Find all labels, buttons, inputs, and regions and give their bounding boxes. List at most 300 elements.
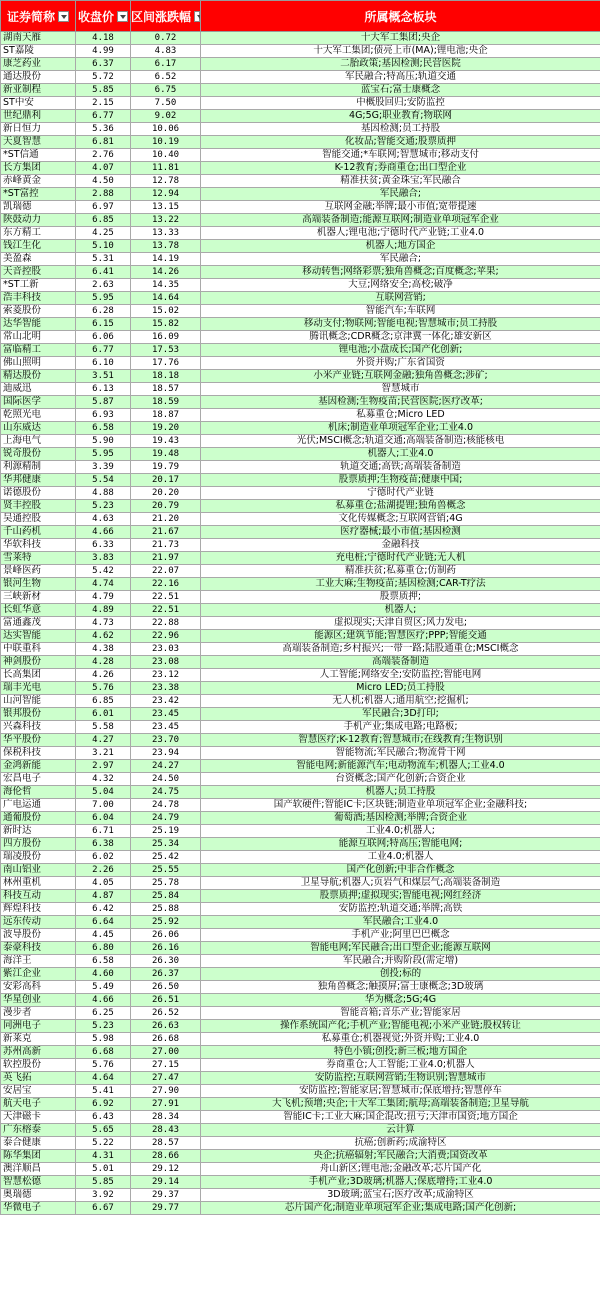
cell-concepts[interactable]: K-12教育;券商重仓;出口型企业 bbox=[201, 162, 600, 175]
cell-change[interactable]: 27.00 bbox=[131, 1046, 201, 1059]
header-price[interactable] bbox=[76, 1, 131, 32]
cell-change[interactable]: 19.48 bbox=[131, 448, 201, 461]
cell-change[interactable]: 23.03 bbox=[131, 643, 201, 656]
cell-price[interactable]: 6.77 bbox=[76, 344, 131, 357]
cell-concepts[interactable]: 股票质押;生物疫苗;健康中国; bbox=[201, 474, 600, 487]
cell-concepts[interactable]: 智慧医疗;K-12教育;智慧城市;在线教育;生物识别 bbox=[201, 734, 600, 747]
cell-change[interactable]: 12.94 bbox=[131, 188, 201, 201]
cell-change[interactable]: 29.37 bbox=[131, 1189, 201, 1202]
cell-change[interactable]: 14.26 bbox=[131, 266, 201, 279]
cell-price[interactable]: 5.22 bbox=[76, 1137, 131, 1150]
cell-concepts[interactable]: 央企;抗癌辐射;军民融合;大消费;国资改革 bbox=[201, 1150, 600, 1163]
cell-price[interactable]: 5.95 bbox=[76, 292, 131, 305]
cell-concepts[interactable]: 私募重仓;机器视觉;外资并购;工业4.0 bbox=[201, 1033, 600, 1046]
cell-concepts[interactable]: 移动支付;物联网;智能电视;智慧城市;员工持股 bbox=[201, 318, 600, 331]
cell-change[interactable]: 19.79 bbox=[131, 461, 201, 474]
cell-name[interactable]: 新亚制程 bbox=[1, 84, 76, 97]
cell-name[interactable]: 富临精工 bbox=[1, 344, 76, 357]
cell-concepts[interactable]: 私募重仓;Micro LED bbox=[201, 409, 600, 422]
cell-price[interactable]: 4.25 bbox=[76, 227, 131, 240]
cell-concepts[interactable]: 虚拟现实;天津自贸区;风力发电; bbox=[201, 617, 600, 630]
cell-change[interactable]: 25.55 bbox=[131, 864, 201, 877]
cell-name[interactable]: 新日恒力 bbox=[1, 123, 76, 136]
cell-concepts[interactable]: 精准扶贫;黄金珠宝;军民融合 bbox=[201, 175, 600, 188]
cell-price[interactable]: 6.28 bbox=[76, 305, 131, 318]
cell-change[interactable]: 23.08 bbox=[131, 656, 201, 669]
cell-change[interactable]: 26.68 bbox=[131, 1033, 201, 1046]
cell-price[interactable]: 6.01 bbox=[76, 708, 131, 721]
cell-change[interactable]: 22.51 bbox=[131, 604, 201, 617]
cell-price[interactable]: 6.71 bbox=[76, 825, 131, 838]
cell-concepts[interactable]: 独角兽概念;触摸屏;富士康概念;3D玻璃 bbox=[201, 981, 600, 994]
cell-name[interactable]: 诺德股份 bbox=[1, 487, 76, 500]
cell-name[interactable]: 钱江生化 bbox=[1, 240, 76, 253]
cell-name[interactable]: 陕鼓动力 bbox=[1, 214, 76, 227]
cell-name[interactable]: 迪威迅 bbox=[1, 383, 76, 396]
cell-concepts[interactable]: 手机产业;阿里巴巴概念 bbox=[201, 929, 600, 942]
cell-price[interactable]: 4.45 bbox=[76, 929, 131, 942]
cell-name[interactable]: 湖南天雁 bbox=[1, 32, 76, 45]
cell-price[interactable]: 6.42 bbox=[76, 903, 131, 916]
cell-name[interactable]: 达华智能 bbox=[1, 318, 76, 331]
cell-change[interactable]: 22.96 bbox=[131, 630, 201, 643]
cell-price[interactable]: 2.63 bbox=[76, 279, 131, 292]
cell-name[interactable]: 兴森科技 bbox=[1, 721, 76, 734]
cell-concepts[interactable]: 军民融合; bbox=[201, 253, 600, 266]
cell-change[interactable]: 28.43 bbox=[131, 1124, 201, 1137]
cell-change[interactable]: 10.19 bbox=[131, 136, 201, 149]
cell-change[interactable]: 25.78 bbox=[131, 877, 201, 890]
cell-change[interactable]: 29.77 bbox=[131, 1202, 201, 1215]
cell-concepts[interactable]: 军民融合;并购阶段(需定增) bbox=[201, 955, 600, 968]
cell-concepts[interactable]: 小米产业链;互联网金融;独角兽概念;涉矿; bbox=[201, 370, 600, 383]
cell-concepts[interactable]: 抗癌;创新药;成渝特区 bbox=[201, 1137, 600, 1150]
cell-price[interactable]: 2.15 bbox=[76, 97, 131, 110]
cell-concepts[interactable]: 基因检测;生物疫苗;民营医院;医疗改革; bbox=[201, 396, 600, 409]
cell-price[interactable]: 5.04 bbox=[76, 786, 131, 799]
cell-change[interactable]: 24.78 bbox=[131, 799, 201, 812]
cell-name[interactable]: 景峰医药 bbox=[1, 565, 76, 578]
cell-price[interactable]: 6.41 bbox=[76, 266, 131, 279]
cell-concepts[interactable]: 工业4.0;机器人; bbox=[201, 825, 600, 838]
cell-change[interactable]: 24.75 bbox=[131, 786, 201, 799]
cell-change[interactable]: 13.22 bbox=[131, 214, 201, 227]
cell-change[interactable]: 24.27 bbox=[131, 760, 201, 773]
cell-price[interactable]: 5.85 bbox=[76, 1176, 131, 1189]
cell-change[interactable]: 14.35 bbox=[131, 279, 201, 292]
cell-name[interactable]: 银邦股份 bbox=[1, 708, 76, 721]
cell-price[interactable]: 2.88 bbox=[76, 188, 131, 201]
cell-change[interactable]: 6.75 bbox=[131, 84, 201, 97]
cell-name[interactable]: 长高集团 bbox=[1, 669, 76, 682]
cell-price[interactable]: 4.99 bbox=[76, 45, 131, 58]
cell-change[interactable]: 13.78 bbox=[131, 240, 201, 253]
cell-name[interactable]: 泰合健康 bbox=[1, 1137, 76, 1150]
cell-change[interactable]: 18.18 bbox=[131, 370, 201, 383]
cell-price[interactable]: 5.23 bbox=[76, 500, 131, 513]
cell-name[interactable]: 紫江企业 bbox=[1, 968, 76, 981]
cell-price[interactable]: 5.31 bbox=[76, 253, 131, 266]
cell-name[interactable]: 长方集团 bbox=[1, 162, 76, 175]
cell-concepts[interactable]: 轨道交通;高铁;高端装备制造 bbox=[201, 461, 600, 474]
cell-concepts[interactable]: 充电桩;宁德时代产业链;无人机 bbox=[201, 552, 600, 565]
cell-price[interactable]: 5.58 bbox=[76, 721, 131, 734]
cell-price[interactable]: 5.54 bbox=[76, 474, 131, 487]
cell-change[interactable]: 23.94 bbox=[131, 747, 201, 760]
cell-change[interactable]: 14.19 bbox=[131, 253, 201, 266]
cell-change[interactable]: 11.81 bbox=[131, 162, 201, 175]
cell-concepts[interactable]: 腾讯概念;CDR概念;京津冀一体化;雄安新区 bbox=[201, 331, 600, 344]
cell-concepts[interactable]: 移动转售;网络彩票;独角兽概念;百度概念;苹果; bbox=[201, 266, 600, 279]
cell-name[interactable]: 天津磁卡 bbox=[1, 1111, 76, 1124]
cell-concepts[interactable]: 舟山新区;锂电池;金融改革;芯片国产化 bbox=[201, 1163, 600, 1176]
cell-price[interactable]: 2.26 bbox=[76, 864, 131, 877]
cell-concepts[interactable]: 大飞机;预增;央企;十大军工集团;航母;高端装备制造;卫星导航 bbox=[201, 1098, 600, 1111]
cell-name[interactable]: *ST工新 bbox=[1, 279, 76, 292]
cell-price[interactable]: 6.67 bbox=[76, 1202, 131, 1215]
cell-price[interactable]: 4.50 bbox=[76, 175, 131, 188]
cell-name[interactable]: 新时达 bbox=[1, 825, 76, 838]
cell-change[interactable]: 27.15 bbox=[131, 1059, 201, 1072]
cell-name[interactable]: 神剑股份 bbox=[1, 656, 76, 669]
cell-price[interactable]: 3.21 bbox=[76, 747, 131, 760]
cell-name[interactable]: 漫步者 bbox=[1, 1007, 76, 1020]
cell-concepts[interactable]: 机器人;员工持股 bbox=[201, 786, 600, 799]
cell-name[interactable]: 乾照光电 bbox=[1, 409, 76, 422]
cell-concepts[interactable]: 私募重仓;盐湖提锂;独角兽概念 bbox=[201, 500, 600, 513]
cell-price[interactable]: 4.89 bbox=[76, 604, 131, 617]
cell-price[interactable]: 5.76 bbox=[76, 1059, 131, 1072]
cell-change[interactable]: 29.12 bbox=[131, 1163, 201, 1176]
cell-price[interactable]: 5.42 bbox=[76, 565, 131, 578]
cell-concepts[interactable]: 工业4.0;机器人 bbox=[201, 851, 600, 864]
cell-change[interactable]: 25.34 bbox=[131, 838, 201, 851]
cell-price[interactable]: 6.25 bbox=[76, 1007, 131, 1020]
cell-price[interactable]: 5.95 bbox=[76, 448, 131, 461]
cell-price[interactable]: 6.81 bbox=[76, 136, 131, 149]
cell-change[interactable]: 15.82 bbox=[131, 318, 201, 331]
cell-name[interactable]: 佛山照明 bbox=[1, 357, 76, 370]
cell-name[interactable]: 宏昌电子 bbox=[1, 773, 76, 786]
cell-change[interactable]: 24.79 bbox=[131, 812, 201, 825]
cell-name[interactable]: 千山药机 bbox=[1, 526, 76, 539]
cell-change[interactable]: 23.70 bbox=[131, 734, 201, 747]
cell-change[interactable]: 12.78 bbox=[131, 175, 201, 188]
cell-name[interactable]: 软控股份 bbox=[1, 1059, 76, 1072]
cell-name[interactable]: 常山北明 bbox=[1, 331, 76, 344]
cell-concepts[interactable]: 机器人; bbox=[201, 604, 600, 617]
cell-price[interactable]: 4.66 bbox=[76, 526, 131, 539]
cell-name[interactable]: 陈华集团 bbox=[1, 1150, 76, 1163]
cell-change[interactable]: 26.06 bbox=[131, 929, 201, 942]
cell-concepts[interactable]: 芯片国产化;制造业单项冠军企业;集成电路;国产化创新; bbox=[201, 1202, 600, 1215]
cell-price[interactable]: 5.23 bbox=[76, 1020, 131, 1033]
cell-name[interactable]: 凯瑞德 bbox=[1, 201, 76, 214]
cell-change[interactable]: 26.63 bbox=[131, 1020, 201, 1033]
cell-change[interactable]: 22.16 bbox=[131, 578, 201, 591]
cell-change[interactable]: 28.34 bbox=[131, 1111, 201, 1124]
cell-concepts[interactable]: 安防监控;智能家居;智慧城市;保底增持;智慧停车 bbox=[201, 1085, 600, 1098]
filter-dropdown-icon[interactable] bbox=[194, 11, 200, 22]
cell-concepts[interactable]: 军民融合;特高压;轨道交通 bbox=[201, 71, 600, 84]
cell-change[interactable]: 21.97 bbox=[131, 552, 201, 565]
cell-change[interactable]: 4.83 bbox=[131, 45, 201, 58]
cell-concepts[interactable]: 军民融合;3D打印; bbox=[201, 708, 600, 721]
cell-concepts[interactable]: 工业大麻;生物疫苗;基因检测;CAR-T疗法 bbox=[201, 578, 600, 591]
cell-price[interactable]: 5.10 bbox=[76, 240, 131, 253]
cell-concepts[interactable]: 手机产业;集成电路;电路板; bbox=[201, 721, 600, 734]
cell-price[interactable]: 6.58 bbox=[76, 422, 131, 435]
cell-concepts[interactable]: 无人机;机器人;通用航空;挖掘机; bbox=[201, 695, 600, 708]
filter-dropdown-icon[interactable] bbox=[117, 11, 128, 22]
cell-price[interactable]: 6.64 bbox=[76, 916, 131, 929]
cell-price[interactable]: 5.85 bbox=[76, 84, 131, 97]
cell-price[interactable]: 6.43 bbox=[76, 1111, 131, 1124]
cell-concepts[interactable]: 机器人;锂电池;宁德时代产业链;工业4.0 bbox=[201, 227, 600, 240]
cell-name[interactable]: 通达股份 bbox=[1, 71, 76, 84]
cell-concepts[interactable]: 智能交通;*车联网;智慧城市;移动支付 bbox=[201, 149, 600, 162]
cell-concepts[interactable]: 高端装备制造 bbox=[201, 656, 600, 669]
cell-name[interactable]: *ST信通 bbox=[1, 149, 76, 162]
cell-name[interactable]: 贤丰控股 bbox=[1, 500, 76, 513]
cell-price[interactable]: 4.62 bbox=[76, 630, 131, 643]
cell-name[interactable]: 华邦健康 bbox=[1, 474, 76, 487]
cell-price[interactable]: 2.97 bbox=[76, 760, 131, 773]
cell-name[interactable]: 瑞丰光电 bbox=[1, 682, 76, 695]
cell-concepts[interactable]: 十大军工集团;央企 bbox=[201, 32, 600, 45]
cell-price[interactable]: 4.88 bbox=[76, 487, 131, 500]
cell-concepts[interactable]: 二胎政策;基因检测;民营医院 bbox=[201, 58, 600, 71]
cell-price[interactable]: 4.28 bbox=[76, 656, 131, 669]
cell-concepts[interactable]: 蓝宝石;富士康概念 bbox=[201, 84, 600, 97]
cell-price[interactable]: 4.63 bbox=[76, 513, 131, 526]
cell-concepts[interactable]: 中概股回归;安防监控 bbox=[201, 97, 600, 110]
cell-name[interactable]: 林州重机 bbox=[1, 877, 76, 890]
cell-change[interactable]: 20.17 bbox=[131, 474, 201, 487]
cell-price[interactable]: 5.87 bbox=[76, 396, 131, 409]
cell-concepts[interactable]: 宁德时代产业链 bbox=[201, 487, 600, 500]
cell-change[interactable]: 6.52 bbox=[131, 71, 201, 84]
cell-name[interactable]: 华软科技 bbox=[1, 539, 76, 552]
cell-name[interactable]: 华平股份 bbox=[1, 734, 76, 747]
cell-name[interactable]: 精达股份 bbox=[1, 370, 76, 383]
cell-change[interactable]: 10.06 bbox=[131, 123, 201, 136]
cell-change[interactable]: 26.50 bbox=[131, 981, 201, 994]
cell-change[interactable]: 20.79 bbox=[131, 500, 201, 513]
cell-concepts[interactable]: 葡萄酒;基因检测;举牌;合资企业 bbox=[201, 812, 600, 825]
cell-price[interactable]: 6.92 bbox=[76, 1098, 131, 1111]
cell-name[interactable]: 波导股份 bbox=[1, 929, 76, 942]
cell-price[interactable]: 6.37 bbox=[76, 58, 131, 71]
cell-concepts[interactable]: 智能汽车;车联网 bbox=[201, 305, 600, 318]
cell-price[interactable]: 4.66 bbox=[76, 994, 131, 1007]
cell-change[interactable]: 21.20 bbox=[131, 513, 201, 526]
cell-price[interactable]: 6.02 bbox=[76, 851, 131, 864]
cell-name[interactable]: 安彩高科 bbox=[1, 981, 76, 994]
cell-price[interactable]: 5.49 bbox=[76, 981, 131, 994]
cell-change[interactable]: 16.09 bbox=[131, 331, 201, 344]
cell-name[interactable]: 东方精工 bbox=[1, 227, 76, 240]
cell-change[interactable]: 24.50 bbox=[131, 773, 201, 786]
cell-change[interactable]: 26.52 bbox=[131, 1007, 201, 1020]
cell-change[interactable]: 26.51 bbox=[131, 994, 201, 1007]
cell-name[interactable]: 航天电子 bbox=[1, 1098, 76, 1111]
cell-change[interactable]: 21.73 bbox=[131, 539, 201, 552]
cell-change[interactable]: 17.53 bbox=[131, 344, 201, 357]
cell-concepts[interactable]: 华为概念;5G;4G bbox=[201, 994, 600, 1007]
cell-name[interactable]: 苏州高新 bbox=[1, 1046, 76, 1059]
cell-concepts[interactable]: 机器人;地方国企 bbox=[201, 240, 600, 253]
cell-concepts[interactable]: 基因检测;员工持股 bbox=[201, 123, 600, 136]
cell-concepts[interactable]: 智能音箱;音乐产业;智能家居 bbox=[201, 1007, 600, 1020]
cell-change[interactable]: 17.76 bbox=[131, 357, 201, 370]
cell-name[interactable]: 瑞凌股份 bbox=[1, 851, 76, 864]
cell-concepts[interactable]: 智慧城市 bbox=[201, 383, 600, 396]
cell-price[interactable]: 6.85 bbox=[76, 214, 131, 227]
cell-name[interactable]: 吴通控股 bbox=[1, 513, 76, 526]
cell-concepts[interactable]: 军民融合; bbox=[201, 188, 600, 201]
cell-concepts[interactable]: 机床;制造业单项冠军企业;工业4.0 bbox=[201, 422, 600, 435]
cell-change[interactable]: 7.50 bbox=[131, 97, 201, 110]
cell-concepts[interactable]: 高端装备制造;能源互联网;制造业单项冠军企业 bbox=[201, 214, 600, 227]
cell-change[interactable]: 26.30 bbox=[131, 955, 201, 968]
cell-price[interactable]: 4.64 bbox=[76, 1072, 131, 1085]
cell-concepts[interactable]: 互联网营销; bbox=[201, 292, 600, 305]
cell-concepts[interactable]: 能源互联网;特高压;智能电网; bbox=[201, 838, 600, 851]
cell-name[interactable]: 四方股份 bbox=[1, 838, 76, 851]
cell-concepts[interactable]: 能源区;建筑节能;智慧医疗;PPP;智能交通 bbox=[201, 630, 600, 643]
cell-concepts[interactable]: Micro LED;员工持股 bbox=[201, 682, 600, 695]
cell-concepts[interactable]: 医疗器械;最小市值;基因检测 bbox=[201, 526, 600, 539]
cell-price[interactable]: 6.97 bbox=[76, 201, 131, 214]
cell-change[interactable]: 13.15 bbox=[131, 201, 201, 214]
cell-concepts[interactable]: 云计算 bbox=[201, 1124, 600, 1137]
cell-change[interactable]: 14.64 bbox=[131, 292, 201, 305]
cell-name[interactable]: 上海电气 bbox=[1, 435, 76, 448]
cell-change[interactable]: 28.66 bbox=[131, 1150, 201, 1163]
cell-change[interactable]: 27.90 bbox=[131, 1085, 201, 1098]
cell-change[interactable]: 21.67 bbox=[131, 526, 201, 539]
cell-price[interactable]: 6.04 bbox=[76, 812, 131, 825]
cell-concepts[interactable]: 文化传媒概念;互联网营销;4G bbox=[201, 513, 600, 526]
cell-concepts[interactable]: 智能电网;军民融合;出口型企业;能源互联网 bbox=[201, 942, 600, 955]
cell-name[interactable]: 山东威达 bbox=[1, 422, 76, 435]
cell-change[interactable]: 23.38 bbox=[131, 682, 201, 695]
cell-change[interactable]: 23.45 bbox=[131, 721, 201, 734]
cell-name[interactable]: 广东榕泰 bbox=[1, 1124, 76, 1137]
cell-concepts[interactable]: 手机产业;3D玻璃;机器人;保底增持;工业4.0 bbox=[201, 1176, 600, 1189]
cell-price[interactable]: 3.83 bbox=[76, 552, 131, 565]
cell-name[interactable]: 利源精制 bbox=[1, 461, 76, 474]
cell-concepts[interactable]: 3D玻璃;蓝宝石;医疗改革;成渝特区 bbox=[201, 1189, 600, 1202]
cell-concepts[interactable]: 国产化创新;中非合作概念 bbox=[201, 864, 600, 877]
cell-change[interactable]: 15.02 bbox=[131, 305, 201, 318]
cell-price[interactable]: 5.72 bbox=[76, 71, 131, 84]
cell-change[interactable]: 25.84 bbox=[131, 890, 201, 903]
cell-change[interactable]: 22.07 bbox=[131, 565, 201, 578]
header-name[interactable] bbox=[1, 1, 76, 32]
cell-change[interactable]: 26.37 bbox=[131, 968, 201, 981]
cell-concepts[interactable]: 国产软硬件;智能IC卡;区块链;制造业单项冠军企业;金融科技; bbox=[201, 799, 600, 812]
cell-change[interactable]: 22.51 bbox=[131, 591, 201, 604]
cell-price[interactable]: 6.85 bbox=[76, 695, 131, 708]
cell-price[interactable]: 6.06 bbox=[76, 331, 131, 344]
cell-name[interactable]: 长虹华意 bbox=[1, 604, 76, 617]
cell-price[interactable]: 6.15 bbox=[76, 318, 131, 331]
cell-name[interactable]: 世纪鼎利 bbox=[1, 110, 76, 123]
cell-change[interactable]: 13.33 bbox=[131, 227, 201, 240]
cell-price[interactable]: 6.10 bbox=[76, 357, 131, 370]
cell-price[interactable]: 4.26 bbox=[76, 669, 131, 682]
cell-name[interactable]: 浩丰科技 bbox=[1, 292, 76, 305]
cell-change[interactable]: 20.20 bbox=[131, 487, 201, 500]
cell-name[interactable]: 通葡股份 bbox=[1, 812, 76, 825]
cell-name[interactable]: 安居宝 bbox=[1, 1085, 76, 1098]
cell-name[interactable]: 澳洋顺昌 bbox=[1, 1163, 76, 1176]
cell-price[interactable]: 5.01 bbox=[76, 1163, 131, 1176]
cell-name[interactable]: ST中安 bbox=[1, 97, 76, 110]
cell-name[interactable]: 富通鑫茂 bbox=[1, 617, 76, 630]
cell-name[interactable]: 奥瑞德 bbox=[1, 1189, 76, 1202]
cell-price[interactable]: 4.27 bbox=[76, 734, 131, 747]
cell-price[interactable]: 2.76 bbox=[76, 149, 131, 162]
cell-concepts[interactable]: 十大军工集团;债亮上市(MA);锂电池;央企 bbox=[201, 45, 600, 58]
cell-change[interactable]: 25.88 bbox=[131, 903, 201, 916]
cell-price[interactable]: 5.65 bbox=[76, 1124, 131, 1137]
cell-change[interactable]: 0.72 bbox=[131, 32, 201, 45]
cell-price[interactable]: 4.07 bbox=[76, 162, 131, 175]
cell-concepts[interactable]: 互联网金融;举牌;最小市值;宽带提速 bbox=[201, 201, 600, 214]
cell-name[interactable]: 辉煌科技 bbox=[1, 903, 76, 916]
cell-concepts[interactable]: 卫星导航;机器人;页岩气和煤层气;高端装备制造 bbox=[201, 877, 600, 890]
cell-name[interactable]: 锐奇股份 bbox=[1, 448, 76, 461]
cell-name[interactable]: 华星创业 bbox=[1, 994, 76, 1007]
cell-price[interactable]: 6.58 bbox=[76, 955, 131, 968]
cell-name[interactable]: 华微电子 bbox=[1, 1202, 76, 1215]
cell-name[interactable]: 广电运通 bbox=[1, 799, 76, 812]
cell-change[interactable]: 19.43 bbox=[131, 435, 201, 448]
cell-name[interactable]: 泰豪科技 bbox=[1, 942, 76, 955]
cell-concepts[interactable]: 精准扶贫;私募重仓;仿制药 bbox=[201, 565, 600, 578]
cell-change[interactable]: 10.40 bbox=[131, 149, 201, 162]
cell-change[interactable]: 23.42 bbox=[131, 695, 201, 708]
cell-name[interactable]: 赤峰黄金 bbox=[1, 175, 76, 188]
cell-name[interactable]: 国际医学 bbox=[1, 396, 76, 409]
cell-price[interactable]: 4.05 bbox=[76, 877, 131, 890]
cell-price[interactable]: 4.79 bbox=[76, 591, 131, 604]
cell-name[interactable]: 康芝药业 bbox=[1, 58, 76, 71]
cell-change[interactable]: 28.57 bbox=[131, 1137, 201, 1150]
cell-price[interactable]: 4.18 bbox=[76, 32, 131, 45]
cell-name[interactable]: *ST富控 bbox=[1, 188, 76, 201]
cell-price[interactable]: 6.68 bbox=[76, 1046, 131, 1059]
cell-name[interactable]: 山河智能 bbox=[1, 695, 76, 708]
cell-concepts[interactable]: 锂电池;小盘成长;国产化创新; bbox=[201, 344, 600, 357]
cell-change[interactable]: 18.57 bbox=[131, 383, 201, 396]
cell-price[interactable]: 4.87 bbox=[76, 890, 131, 903]
cell-price[interactable]: 6.38 bbox=[76, 838, 131, 851]
cell-price[interactable]: 4.73 bbox=[76, 617, 131, 630]
cell-price[interactable]: 6.33 bbox=[76, 539, 131, 552]
cell-name[interactable]: 科技互动 bbox=[1, 890, 76, 903]
cell-change[interactable]: 18.87 bbox=[131, 409, 201, 422]
cell-name[interactable]: 南山铝业 bbox=[1, 864, 76, 877]
cell-name[interactable]: 智慧松德 bbox=[1, 1176, 76, 1189]
cell-concepts[interactable]: 股票质押; bbox=[201, 591, 600, 604]
cell-name[interactable]: 海伦哲 bbox=[1, 786, 76, 799]
cell-name[interactable]: 新莱克 bbox=[1, 1033, 76, 1046]
cell-change[interactable]: 19.20 bbox=[131, 422, 201, 435]
